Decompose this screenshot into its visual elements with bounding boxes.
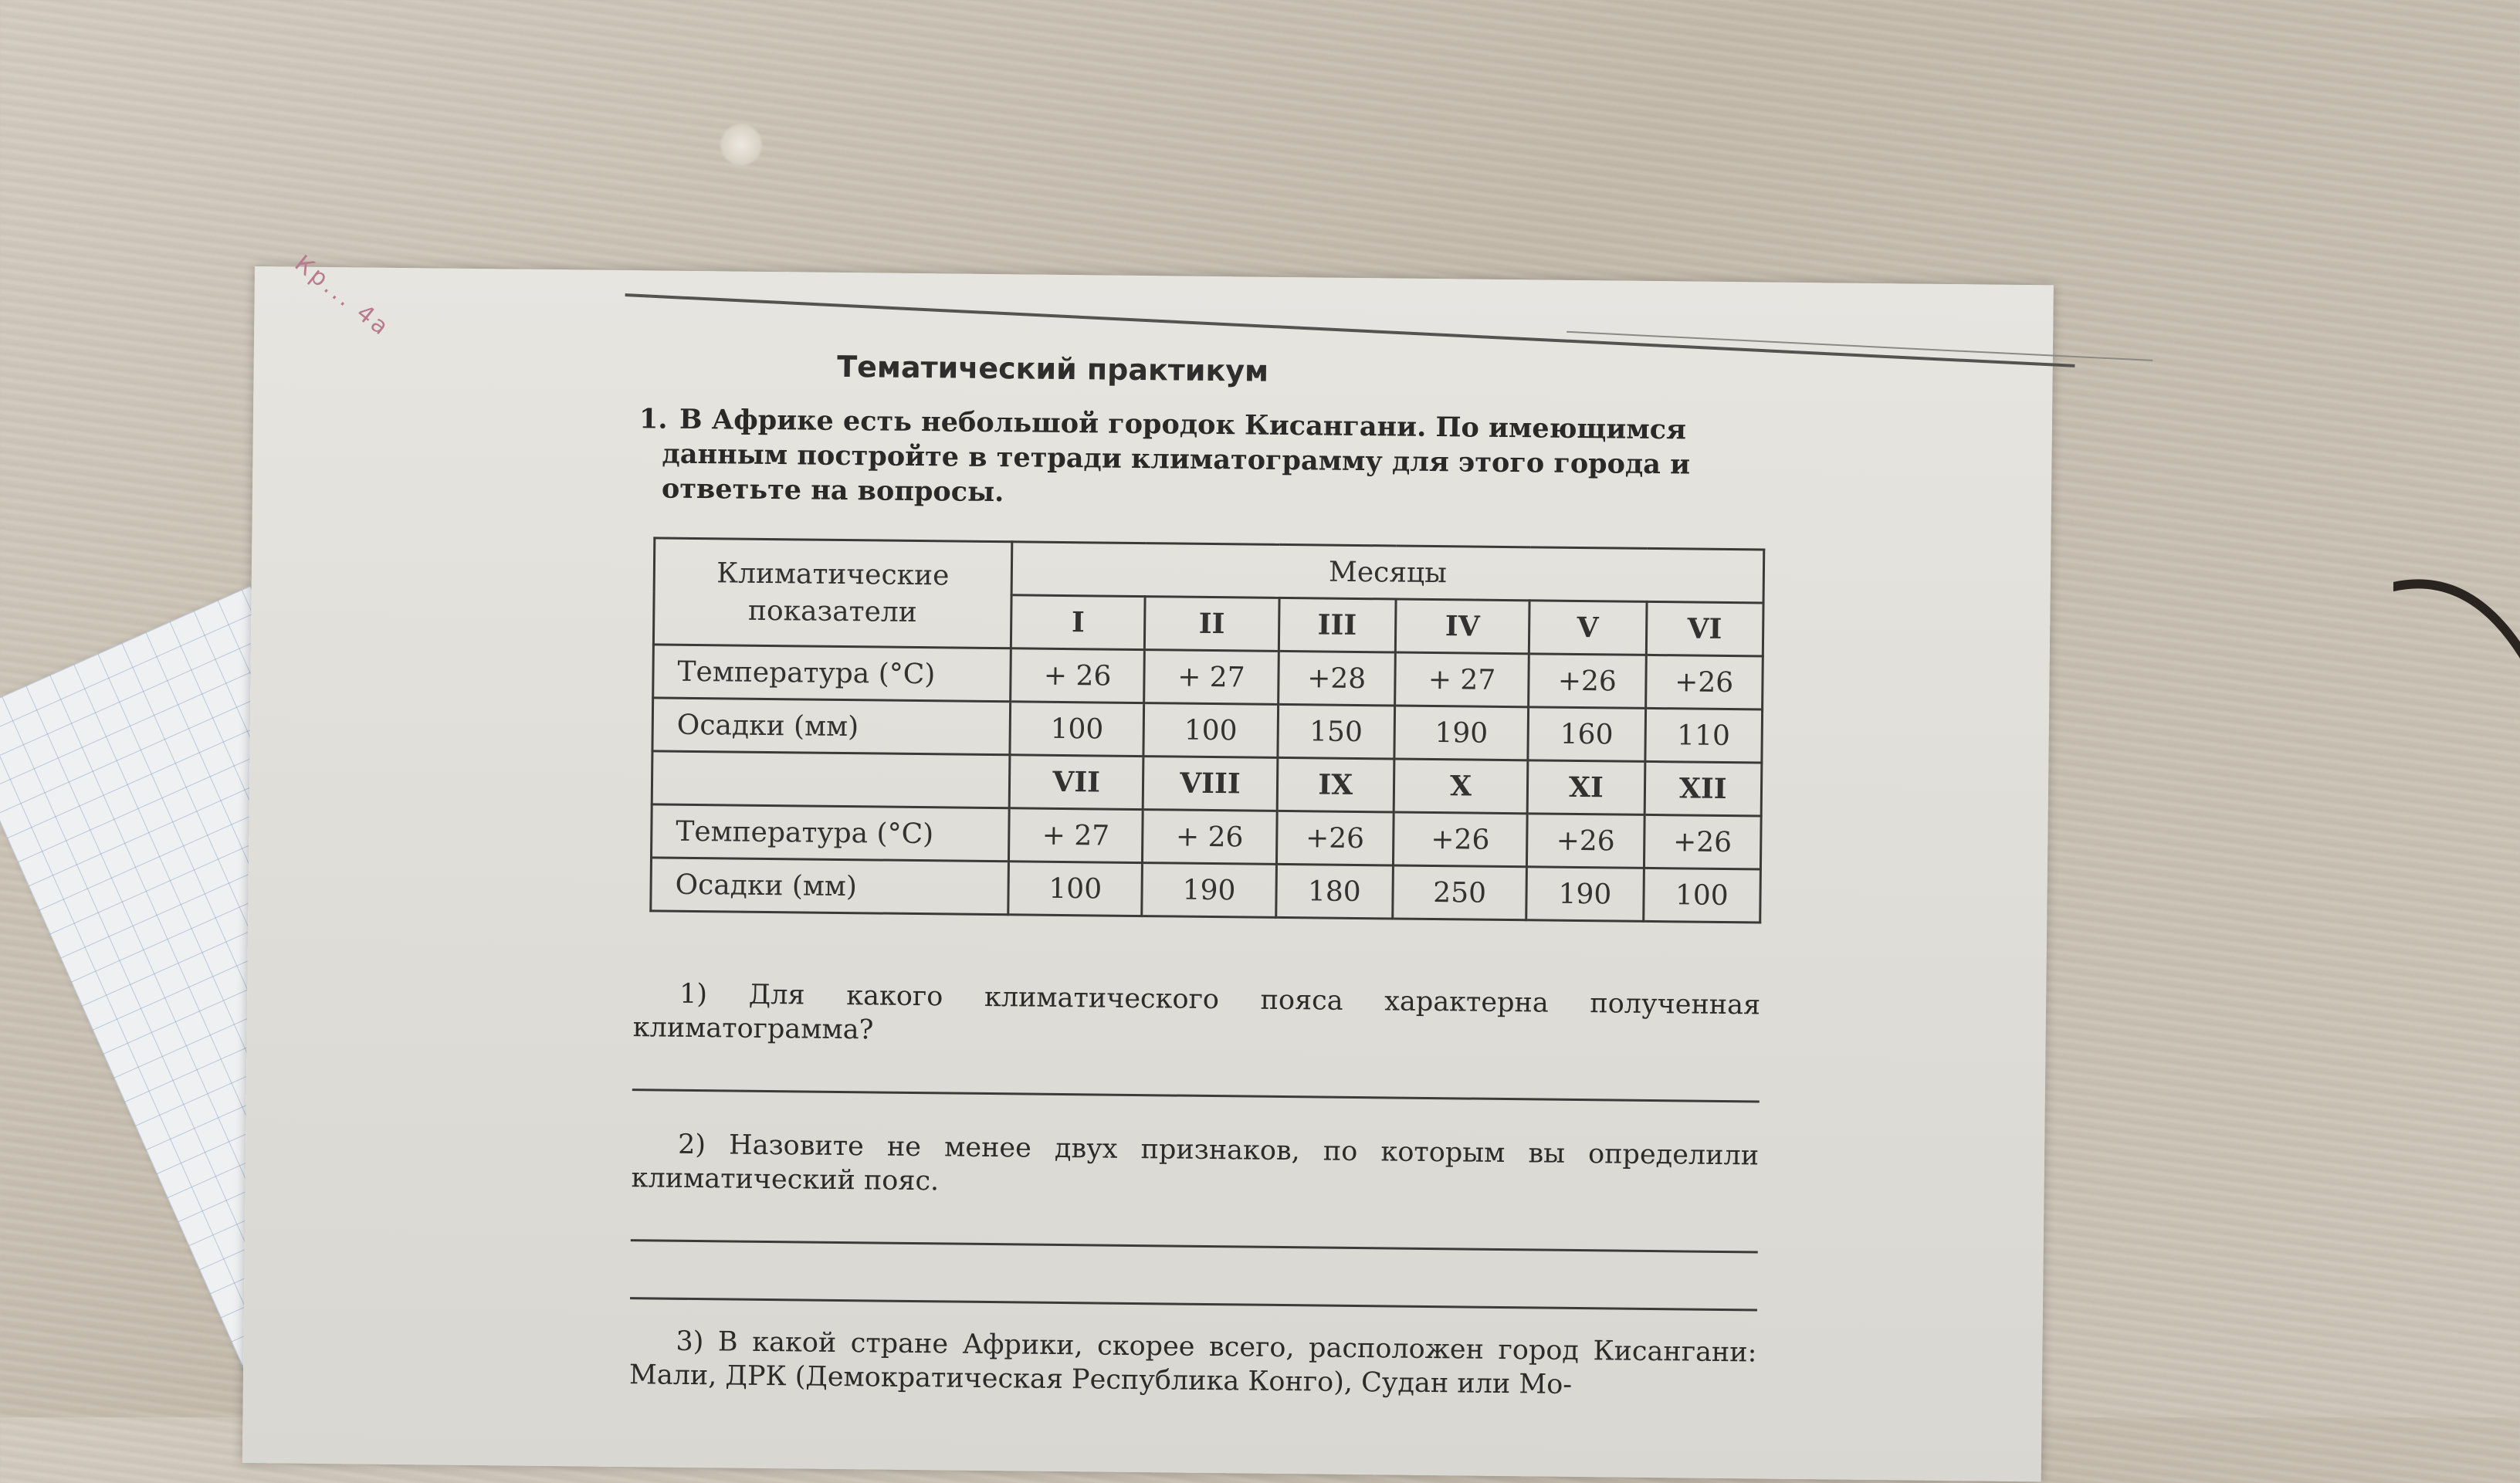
month-cell: VII bbox=[1009, 755, 1143, 810]
answer-line bbox=[632, 1089, 1760, 1102]
temperature-cell: + 27 bbox=[1144, 650, 1279, 705]
worksheet-page bbox=[242, 249, 2054, 1481]
table-header-row bbox=[654, 538, 1764, 603]
question-2 bbox=[631, 1127, 1759, 1207]
month-cell: V bbox=[1529, 601, 1647, 655]
temperature-cell: + 26 bbox=[1011, 648, 1145, 703]
climate-table bbox=[649, 537, 1765, 923]
task-number: 1. bbox=[638, 403, 668, 435]
precipitation-cell: 190 bbox=[1394, 706, 1529, 760]
desk-stain bbox=[718, 124, 764, 166]
temperature-label: Температура (°C) bbox=[653, 645, 1011, 702]
precipitation-cell: 100 bbox=[1008, 862, 1143, 916]
question-text: 1) Для какого климатического пояса характерна полученная климатограмма? bbox=[632, 978, 1761, 1046]
question-3 bbox=[629, 1324, 1757, 1403]
month-cell: III bbox=[1279, 598, 1396, 652]
month-cell: XII bbox=[1644, 761, 1762, 816]
month-cell: IX bbox=[1277, 757, 1394, 812]
precipitation-cell: 190 bbox=[1526, 867, 1644, 922]
pencil-note: Кр... 4а bbox=[289, 249, 396, 343]
month-cell: XI bbox=[1527, 760, 1644, 815]
temperature-cell: +26 bbox=[1529, 654, 1646, 709]
temperature-cell: +26 bbox=[1276, 811, 1394, 865]
answer-line bbox=[630, 1297, 1757, 1311]
precipitation-cell: 160 bbox=[1528, 707, 1645, 762]
cable-wire bbox=[2393, 571, 2520, 772]
month-cell: IV bbox=[1395, 599, 1529, 654]
month-cell: I bbox=[1011, 595, 1145, 650]
temperature-cell: +26 bbox=[1393, 812, 1527, 867]
precipitation-cell: 100 bbox=[1643, 868, 1760, 923]
task-intro bbox=[638, 402, 1805, 518]
precipitation-cell: 250 bbox=[1393, 865, 1527, 920]
temperature-label: Температура (°C) bbox=[652, 804, 1010, 862]
precipitation-label: Осадки (мм) bbox=[651, 858, 1009, 915]
precipitation-cell: 100 bbox=[1010, 702, 1144, 757]
precipitation-cell: 190 bbox=[1142, 863, 1276, 918]
temperature-cell: +26 bbox=[1645, 655, 1763, 709]
precipitation-label: Осадки (мм) bbox=[652, 698, 1011, 755]
temperature-cell: +28 bbox=[1278, 651, 1395, 706]
question-text: 3) В какой стране Африки, скорее всего, расположен город Кисангани: Мали, ДРК (Демократическая Республика Конго), Судан или Мо- bbox=[628, 1326, 1757, 1400]
temperature-cell: + 27 bbox=[1395, 652, 1529, 707]
month-cell: VI bbox=[1646, 601, 1763, 656]
precipitation-cell: 110 bbox=[1644, 708, 1762, 763]
month-cell: X bbox=[1394, 759, 1528, 814]
table-row bbox=[651, 858, 1761, 923]
months-header: Месяцы bbox=[1011, 542, 1764, 603]
temperature-cell: + 26 bbox=[1143, 810, 1277, 865]
precipitation-cell: 100 bbox=[1143, 703, 1278, 758]
precipitation-cell: 150 bbox=[1277, 704, 1394, 759]
answer-line bbox=[631, 1239, 1758, 1253]
question-text: 2) Назовите не менее двух признаков, по которым вы определили климатический пояс. bbox=[631, 1129, 1760, 1197]
indicators-header: Климатические показатели bbox=[653, 538, 1011, 648]
temperature-cell: + 27 bbox=[1008, 808, 1143, 863]
precipitation-cell: 180 bbox=[1275, 864, 1393, 919]
temperature-cell: +26 bbox=[1644, 814, 1761, 869]
task-text: В Африке есть небольшой городок Кисангани. По имеющимся данным постройте в тетради климатограмму для этого города и ответьте на вопросы. bbox=[661, 403, 1691, 509]
empty-label-cell bbox=[652, 751, 1010, 808]
month-cell: II bbox=[1145, 597, 1279, 652]
question-1 bbox=[632, 977, 1760, 1056]
month-cell: VIII bbox=[1143, 757, 1277, 811]
temperature-cell: +26 bbox=[1527, 814, 1644, 868]
section-title: Тематический практикум bbox=[837, 349, 1269, 388]
